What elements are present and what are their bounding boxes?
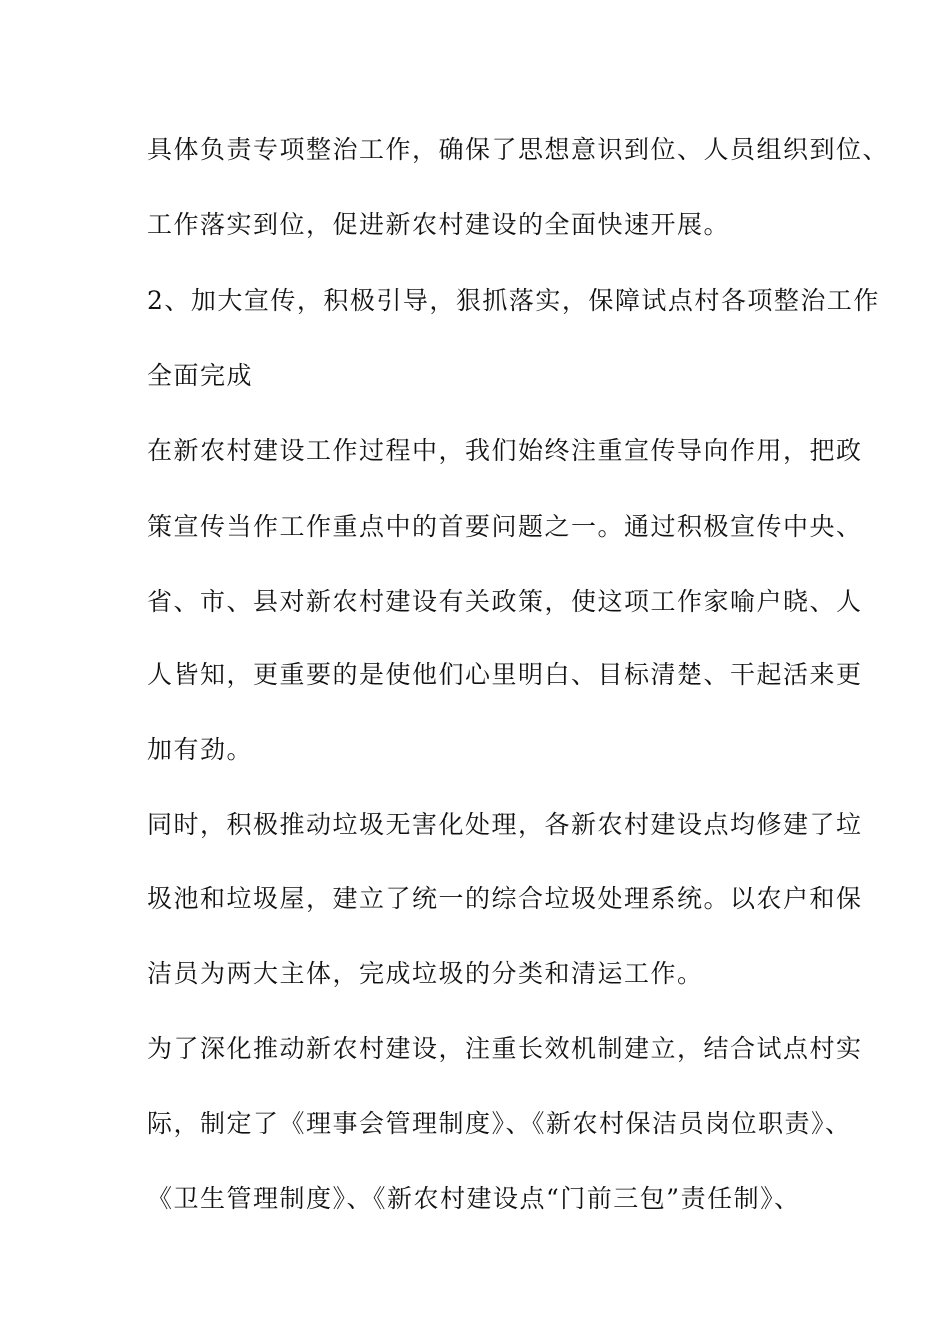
text-line-15: 《卫生管理制度》、《新农村建设点“门前三包”责任制》、	[147, 1184, 801, 1213]
text-line-6: 策宣传当作工作重点中的首要问题之一。通过积极宣传中央、	[147, 512, 863, 541]
text-line-7: 省、市、县对新农村建设有关政策，使这项工作家喻户晓、人	[147, 587, 863, 616]
text-line-12: 洁员为两大主体，完成垃圾的分类和清运工作。	[147, 959, 704, 988]
text-line-13: 为了深化推动新农村建设，注重长效机制建立，结合试点村实	[147, 1034, 863, 1063]
text-line-9: 加有劲。	[147, 735, 254, 764]
section-heading-line-1: 2、加大宣传，积极引导，狠抓落实，保障试点村各项整治工作	[147, 286, 880, 315]
text-line-14: 际，制定了《理事会管理制度》、《新农村保洁员岗位职责》、	[147, 1109, 852, 1138]
text-line-1: 具体负责专项整治工作，确保了思想意识到位、人员组织到位、	[147, 135, 890, 164]
text-line-2: 工作落实到位，促进新农村建设的全面快速开展。	[147, 210, 731, 239]
text-line-5: 在新农村建设工作过程中，我们始终注重宣传导向作用，把政	[147, 436, 863, 465]
text-line-8: 人皆知，更重要的是使他们心里明白、目标清楚、干起活来更	[147, 660, 863, 689]
section-heading-line-2: 全面完成	[147, 361, 254, 390]
text-line-10: 同时，积极推动垃圾无害化处理，各新农村建设点均修建了垃	[147, 810, 863, 839]
text-line-11: 圾池和垃圾屋，建立了统一的综合垃圾处理系统。以农户和保	[147, 884, 863, 913]
